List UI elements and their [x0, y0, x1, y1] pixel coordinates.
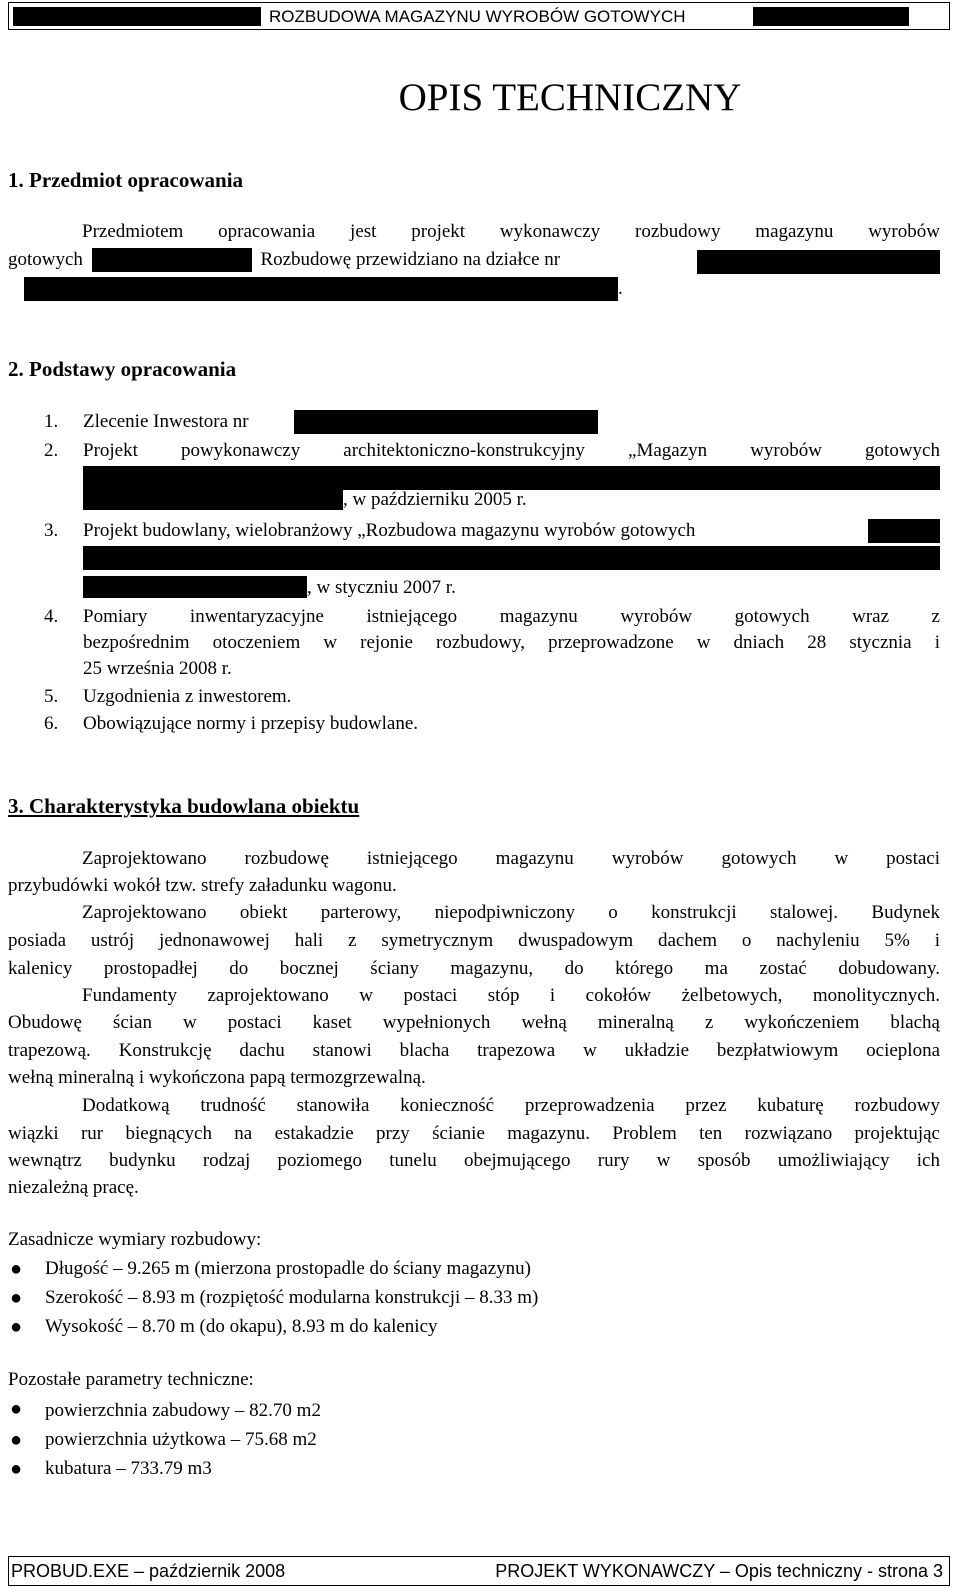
bullet-icon: ●: [10, 1458, 23, 1480]
list-number: 6.: [44, 713, 59, 734]
paragraph-line: trapezową. Konstrukcję dachu stanowi blacha trapezowa w układzie bezpłatwiowym ocieplona: [8, 1040, 940, 1061]
redaction-bar: [13, 7, 261, 26]
dimensions-heading: Zasadnicze wymiary rozbudowy:: [8, 1229, 262, 1250]
section-2-heading: 2. Podstawy opracowania: [8, 357, 237, 381]
redaction-bar: [294, 410, 598, 434]
list-item: Pomiary inwentaryzacyjne istniejącego magazynu wyrobów gotowych wraz z: [83, 606, 940, 627]
list-item: Obowiązujące normy i przepisy budowlane.: [83, 713, 419, 734]
paragraph-line: gotowych Rozbudowę przewidziano na działce nr: [8, 249, 561, 270]
paragraph-line: Zaprojektowano rozbudowę istniejącego magazynu wyrobów gotowych w postaci: [82, 848, 940, 869]
list-item: Uzgodnienia z inwestorem.: [83, 686, 292, 707]
list-number: 2.: [44, 440, 59, 461]
parameters-heading: Pozostałe parametry techniczne:: [8, 1369, 254, 1390]
redaction-bar: [753, 7, 909, 26]
list-item: Projekt budowlany, wielobranżowy „Rozbudowa magazynu wyrobów gotowych: [83, 520, 696, 541]
bullet-icon: ●: [10, 1287, 23, 1309]
paragraph-line: Przedmiotem opracowania jest projekt wykonawczy rozbudowy magazynu wyrobów: [82, 221, 940, 242]
list-item: Zlecenie Inwestora nr: [83, 411, 249, 432]
redaction-bar: [83, 488, 343, 510]
list-item: 25 września 2008 r.: [83, 658, 232, 679]
paragraph-line: .: [24, 275, 623, 303]
bullet-icon: ●: [10, 1398, 23, 1420]
bullet-icon: ●: [10, 1429, 23, 1451]
list-item: powierzchnia użytkowa – 75.68 m2: [45, 1429, 317, 1450]
paragraph-line: kalenicy prostopadłej do bocznej ściany magazynu, do którego ma zostać dobudowany.: [8, 958, 940, 979]
list-item: bezpośrednim otoczeniem w rejonie rozbudowy, przeprowadzone w dniach 28 stycznia i: [83, 632, 940, 653]
list-number: 1.: [44, 411, 59, 432]
paragraph-line: przybudówki wokół tzw. strefy załadunku wagonu.: [8, 875, 397, 896]
redaction-bar: [83, 546, 940, 570]
paragraph-line: Zaprojektowano obiekt parterowy, niepodpiwniczony o konstrukcji stalowej. Budynek: [82, 902, 940, 923]
redaction-bar: [697, 250, 940, 274]
list-item: kubatura – 733.79 m3: [45, 1458, 212, 1479]
paragraph-line: wełną mineralną i wykończona papą termozgrzewalną.: [8, 1067, 426, 1088]
header-title: ROZBUDOWA MAGAZYNU WYROBÓW GOTOWYCH: [269, 7, 686, 26]
document-title: OPIS TECHNICZNY: [398, 76, 742, 119]
page-footer: [8, 1556, 950, 1586]
list-item: , w październiku 2005 r.: [83, 486, 527, 514]
list-item: Szerokość – 8.93 m (rozpiętość modularna konstrukcji – 8.33 m): [45, 1287, 539, 1308]
list-item: Długość – 9.265 m (mierzona prostopadle do ściany magazynu): [45, 1258, 531, 1279]
redaction-bar: [92, 248, 252, 272]
bullet-icon: ●: [10, 1316, 23, 1338]
paragraph-line: Obudowę ścian w postaci kaset wypełnionych wełną mineralną z wykończeniem blachą: [8, 1012, 940, 1033]
list-item: , w styczniu 2007 r.: [83, 574, 456, 602]
paragraph-line: Dodatkową trudność stanowiła konieczność przeprowadzenia przez kubaturę rozbudowy: [82, 1095, 940, 1116]
paragraph-line: posiada ustrój jednonawowej hali z symetrycznym dwuspadowym dachem o nachyleniu 5% i: [8, 930, 940, 951]
footer-right: PROJEKT WYKONAWCZY – Opis techniczny - strona 3: [495, 1561, 943, 1581]
list-number: 4.: [44, 606, 59, 627]
bullet-icon: ●: [10, 1258, 23, 1280]
section-1-heading: 1. Przedmiot opracowania: [8, 168, 244, 192]
page-header: [8, 2, 950, 30]
paragraph-line: wewnątrz budynku rodzaj poziomego tunelu obejmującego rury w sposób umożliwiający ich: [8, 1150, 940, 1171]
paragraph-line: Fundamenty zaprojektowano w postaci stóp i cokołów żelbetowych, monolitycznych.: [82, 985, 940, 1006]
redaction-bar: [83, 576, 307, 598]
redaction-bar: [868, 519, 940, 543]
footer-left: PROBUD.EXE – październik 2008: [11, 1561, 286, 1581]
list-item: powierzchnia zabudowy – 82.70 m2: [45, 1400, 321, 1421]
list-item: Wysokość – 8.70 m (do okapu), 8.93 m do kalenicy: [45, 1316, 438, 1337]
section-3-heading: 3. Charakterystyka budowlana obiektu: [8, 794, 360, 818]
redaction-bar: [24, 277, 618, 301]
paragraph-line: niezależną pracę.: [8, 1177, 139, 1198]
list-number: 5.: [44, 686, 59, 707]
paragraph-line: wiązki rur biegnących na estakadzie przy ścianie magazynu. Problem ten rozwiązano projektując: [8, 1123, 940, 1144]
list-item: Projekt powykonawczy architektoniczno-konstrukcyjny „Magazyn wyrobów gotowych: [83, 440, 940, 461]
list-number: 3.: [44, 520, 59, 541]
